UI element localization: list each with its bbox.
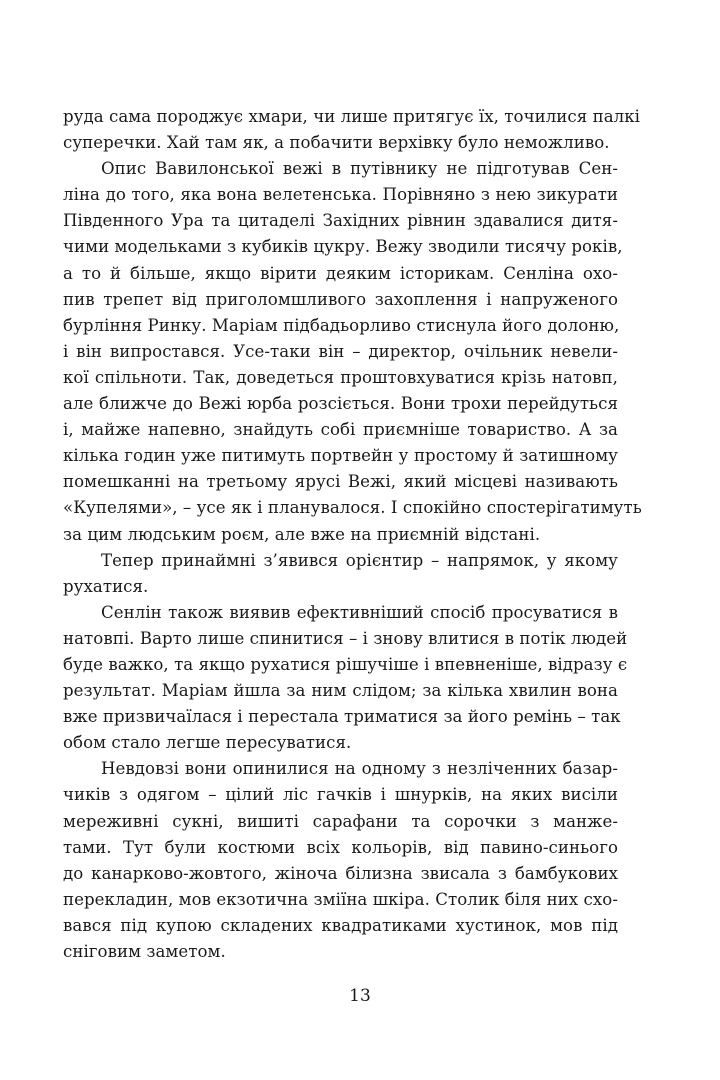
text-line: сніговим заметом. — [63, 942, 226, 961]
paragraph — [63, 756, 618, 965]
text-line: рухатися. — [63, 576, 149, 596]
text-line: Сенлін також виявив ефективніший спосіб просуватися в — [101, 602, 618, 622]
text-line: суперечки. Хай там як, а побачити верхівку було неможливо. — [63, 133, 610, 153]
text-line: Невдовзі вони опинилися на одному з незліченних базар- — [101, 759, 618, 779]
text-line: вався під купою складених квадратиками хустинок, мов під — [63, 915, 618, 935]
text-line: чими модельками з кубиків цукру. Вежу зводили тисячу років, — [63, 237, 623, 257]
text-line: чиків з одягом – цілий ліс гачків і шнурків, на яких висіли — [63, 785, 618, 805]
text-line: за цим людським роєм, але вже на приємній відстані. — [63, 524, 541, 544]
text-line: але ближче до Вежі юрба розсіється. Вони трохи перейдуться — [63, 394, 618, 414]
text-line: Південного Ура та цитаделі Західних рівнин здавалися дитя- — [63, 211, 618, 231]
text-line: тами. Тут були костюми всіх кольорів, від павино-синього — [63, 837, 618, 857]
text-line: результат. Маріам йшла за ним слідом; за кілька хвилин вона — [63, 681, 618, 701]
text-line: кілька годин уже питимуть портвейн у простому й затишному — [63, 446, 618, 466]
text-line: і він випростався. Усе-таки він – директор, очільник невели- — [63, 341, 618, 361]
text-line: помешканні на третьому ярусі Вежі, який місцеві називають — [63, 472, 618, 492]
text-line: Опис Вавилонської вежі в путівнику не підготував Сен- — [101, 159, 618, 179]
text-line: мереживні сукні, вишиті сарафани та сорочки з манже- — [63, 811, 618, 831]
text-line: руда сама породжує хмари, чи лише притягує їх, точилися палкі — [63, 107, 641, 126]
paragraph — [63, 600, 628, 757]
text-line: Тепер принаймні з’явився орієнтир – напрямок, у якому — [101, 550, 618, 570]
text-line: «Купелями», – усе як і планувалося. І спокійно спостерігатимуть — [63, 498, 642, 518]
text-line: натовпі. Варто лише спинитися – і знову влитися в потік людей — [63, 628, 628, 648]
text-line: кої спільноти. Так, доведеться проштовхуватися крізь натовп, — [63, 367, 618, 387]
text-line: бурління Ринку. Маріам підбадьорливо стиснула його долоню, — [63, 315, 620, 335]
paragraph — [63, 104, 641, 156]
page-number: 13 — [349, 986, 371, 1006]
text-line: перекладин, мов екзотична зміїна шкіра. Столик біля них схо- — [63, 889, 618, 909]
text-line: ліна до того, яка вона велетенська. Порівняно з нею зикурати — [63, 185, 618, 205]
text-line: до канарково-жовтого, жіноча білизна звисала з бамбукових — [63, 863, 618, 883]
text-line: обом стало легше пересуватися. — [63, 733, 352, 753]
text-line: пив трепет від приголомшливого захоплення і напруженого — [63, 289, 618, 309]
text-line: буде важко, та якщо рухатися рішучіше і впевненіше, відразу є — [63, 654, 628, 674]
text-line: вже призвичаїлася і перестала триматися за його ремінь – так — [63, 707, 621, 727]
paragraph — [63, 548, 618, 600]
body-text — [63, 104, 642, 965]
text-line: а то й більше, якщо вірити деяким історикам. Сенліна охо- — [63, 263, 618, 283]
text-line: і, майже напевно, знайдуть собі приємніше товариство. А за — [63, 420, 618, 440]
paragraph — [63, 156, 642, 547]
